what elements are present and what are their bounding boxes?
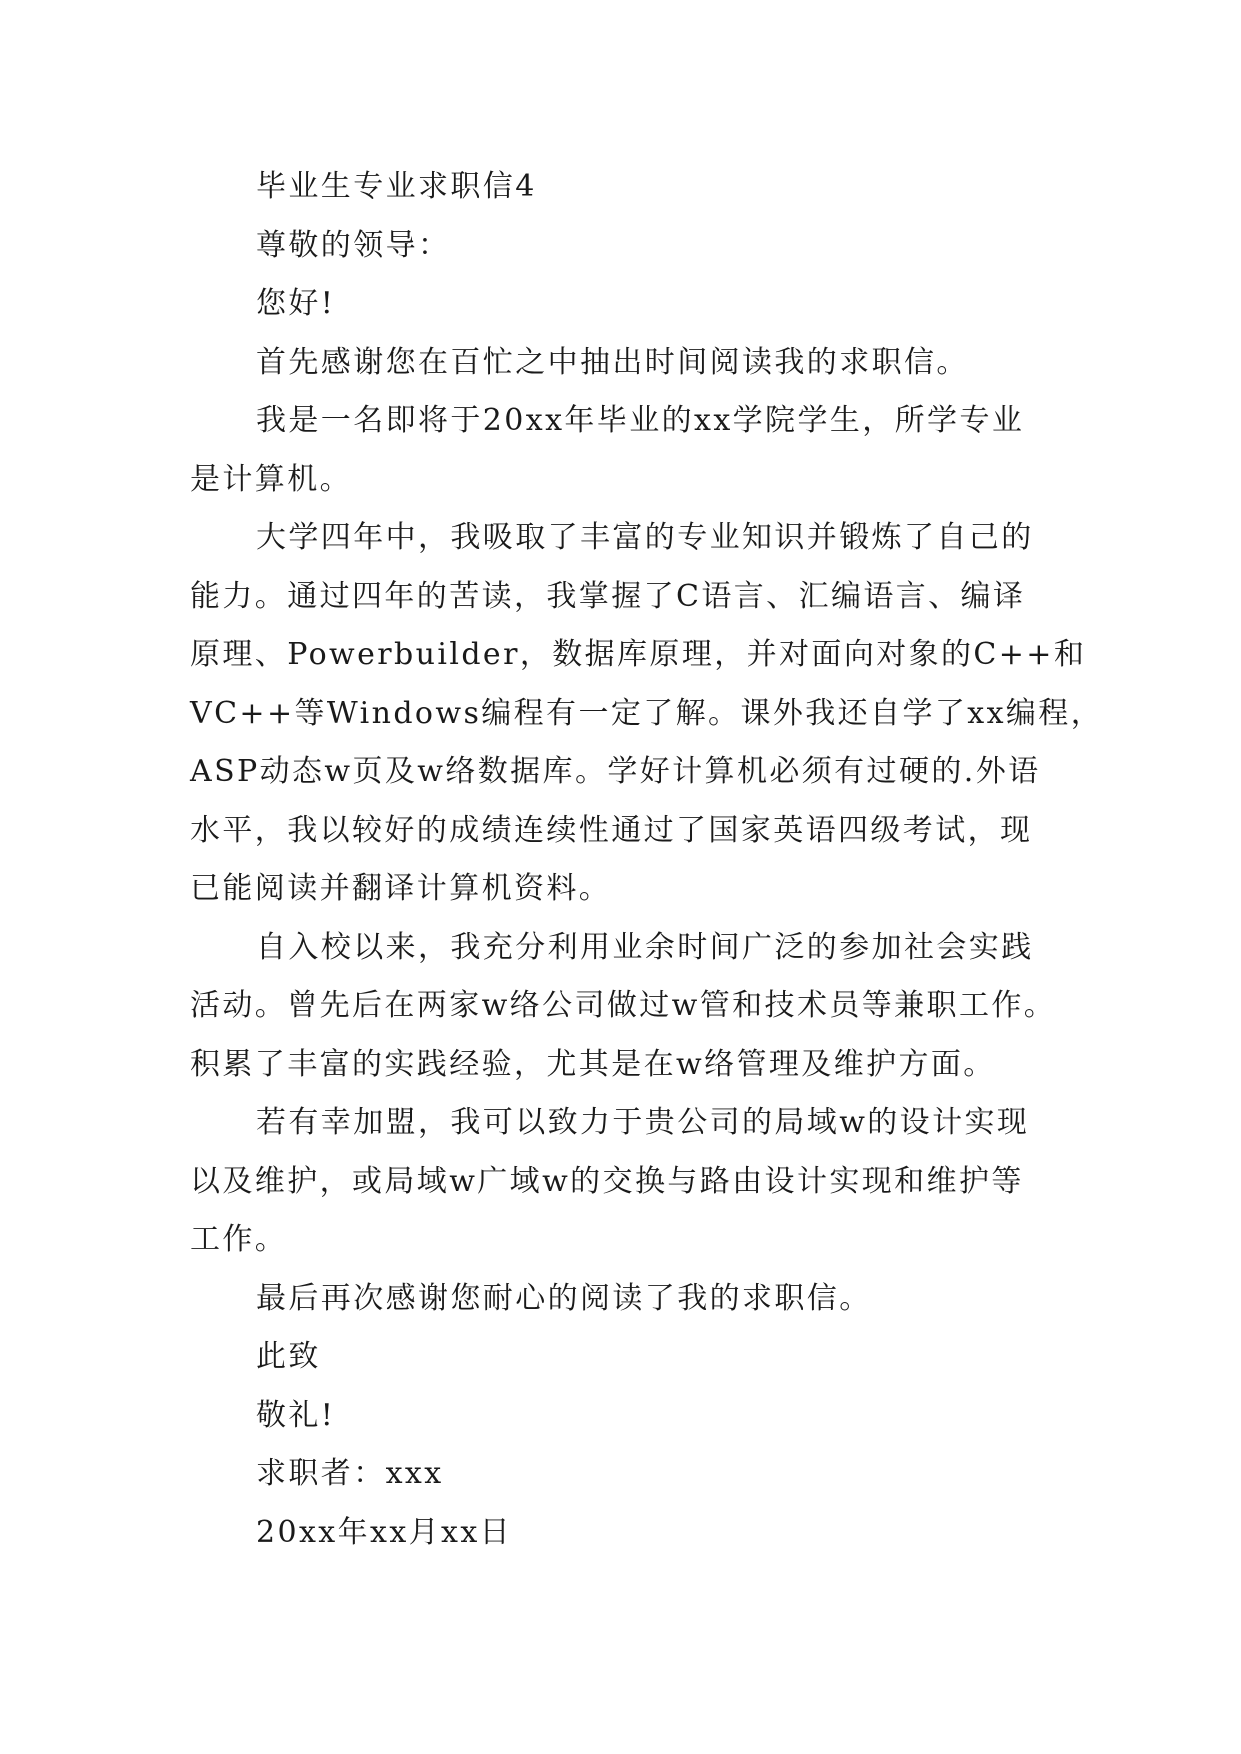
paragraph-intro-line-1: 我是一名即将于20xx年毕业的xx学院学生，所学专业 [256,403,1025,438]
paragraph-practice-line-2: 活动。曾先后在两家w络公司做过w管和技术员等兼职工作。 [190,988,1057,1023]
paragraph-intro-line-2: 是计算机。 [190,461,352,497]
paragraph-thanks: 首先感谢您在百忙之中抽出时间阅读我的求职信。 [256,344,969,380]
closing-cizhi: 此致 [256,1339,321,1374]
paragraph-practice-line-1: 自入校以来，我充分利用业余时间广泛的参加社会实践 [256,929,1034,965]
letter-title: 毕业生专业求职信4 [256,169,537,204]
greeting: 您好! [256,286,336,321]
paragraph-skills-line-1: 大学四年中，我吸取了丰富的专业知识并锻炼了自己的 [256,520,1034,555]
signature-date: 20xx年xx月xx日 [256,1514,513,1550]
paragraph-join-line-1: 若有幸加盟，我可以致力于贵公司的局域w的设计实现 [256,1105,1030,1140]
paragraph-skills-line-4: VC++等Windows编程有一定了解。课外我还自学了xx编程， [190,695,1104,731]
paragraph-skills-line-2: 能力。通过四年的苦读，我掌握了C语言、汇编语言、编译 [190,578,1026,614]
paragraph-skills-line-5: ASP动态w页及w络数据库。学好计算机必须有过硬的.外语 [190,754,1041,789]
letter-body [190,158,1104,1562]
paragraph-skills-line-3: 原理、Powerbuilder，数据库原理，并对面向对象的C++和 [190,637,1087,672]
paragraph-practice-line-3: 积累了丰富的实践经验，尤其是在w络管理及维护方面。 [190,1046,996,1082]
signature-applicant: 求职者：xxx [256,1456,444,1491]
paragraph-skills-line-6: 水平，我以较好的成绩连续性通过了国家英语四级考试，现 [190,812,1033,848]
salutation: 尊敬的领导： [256,227,451,263]
closing-jingli: 敬礼! [256,1397,336,1433]
paragraph-join-line-3: 工作。 [190,1222,288,1257]
paragraph-join-line-2: 以及维护，或局域w广域w的交换与路由设计实现和维护等 [190,1163,1024,1199]
paragraph-skills-line-7: 已能阅读并翻译计算机资料。 [190,871,612,906]
paragraph-closing-thanks: 最后再次感谢您耐心的阅读了我的求职信。 [256,1280,872,1316]
